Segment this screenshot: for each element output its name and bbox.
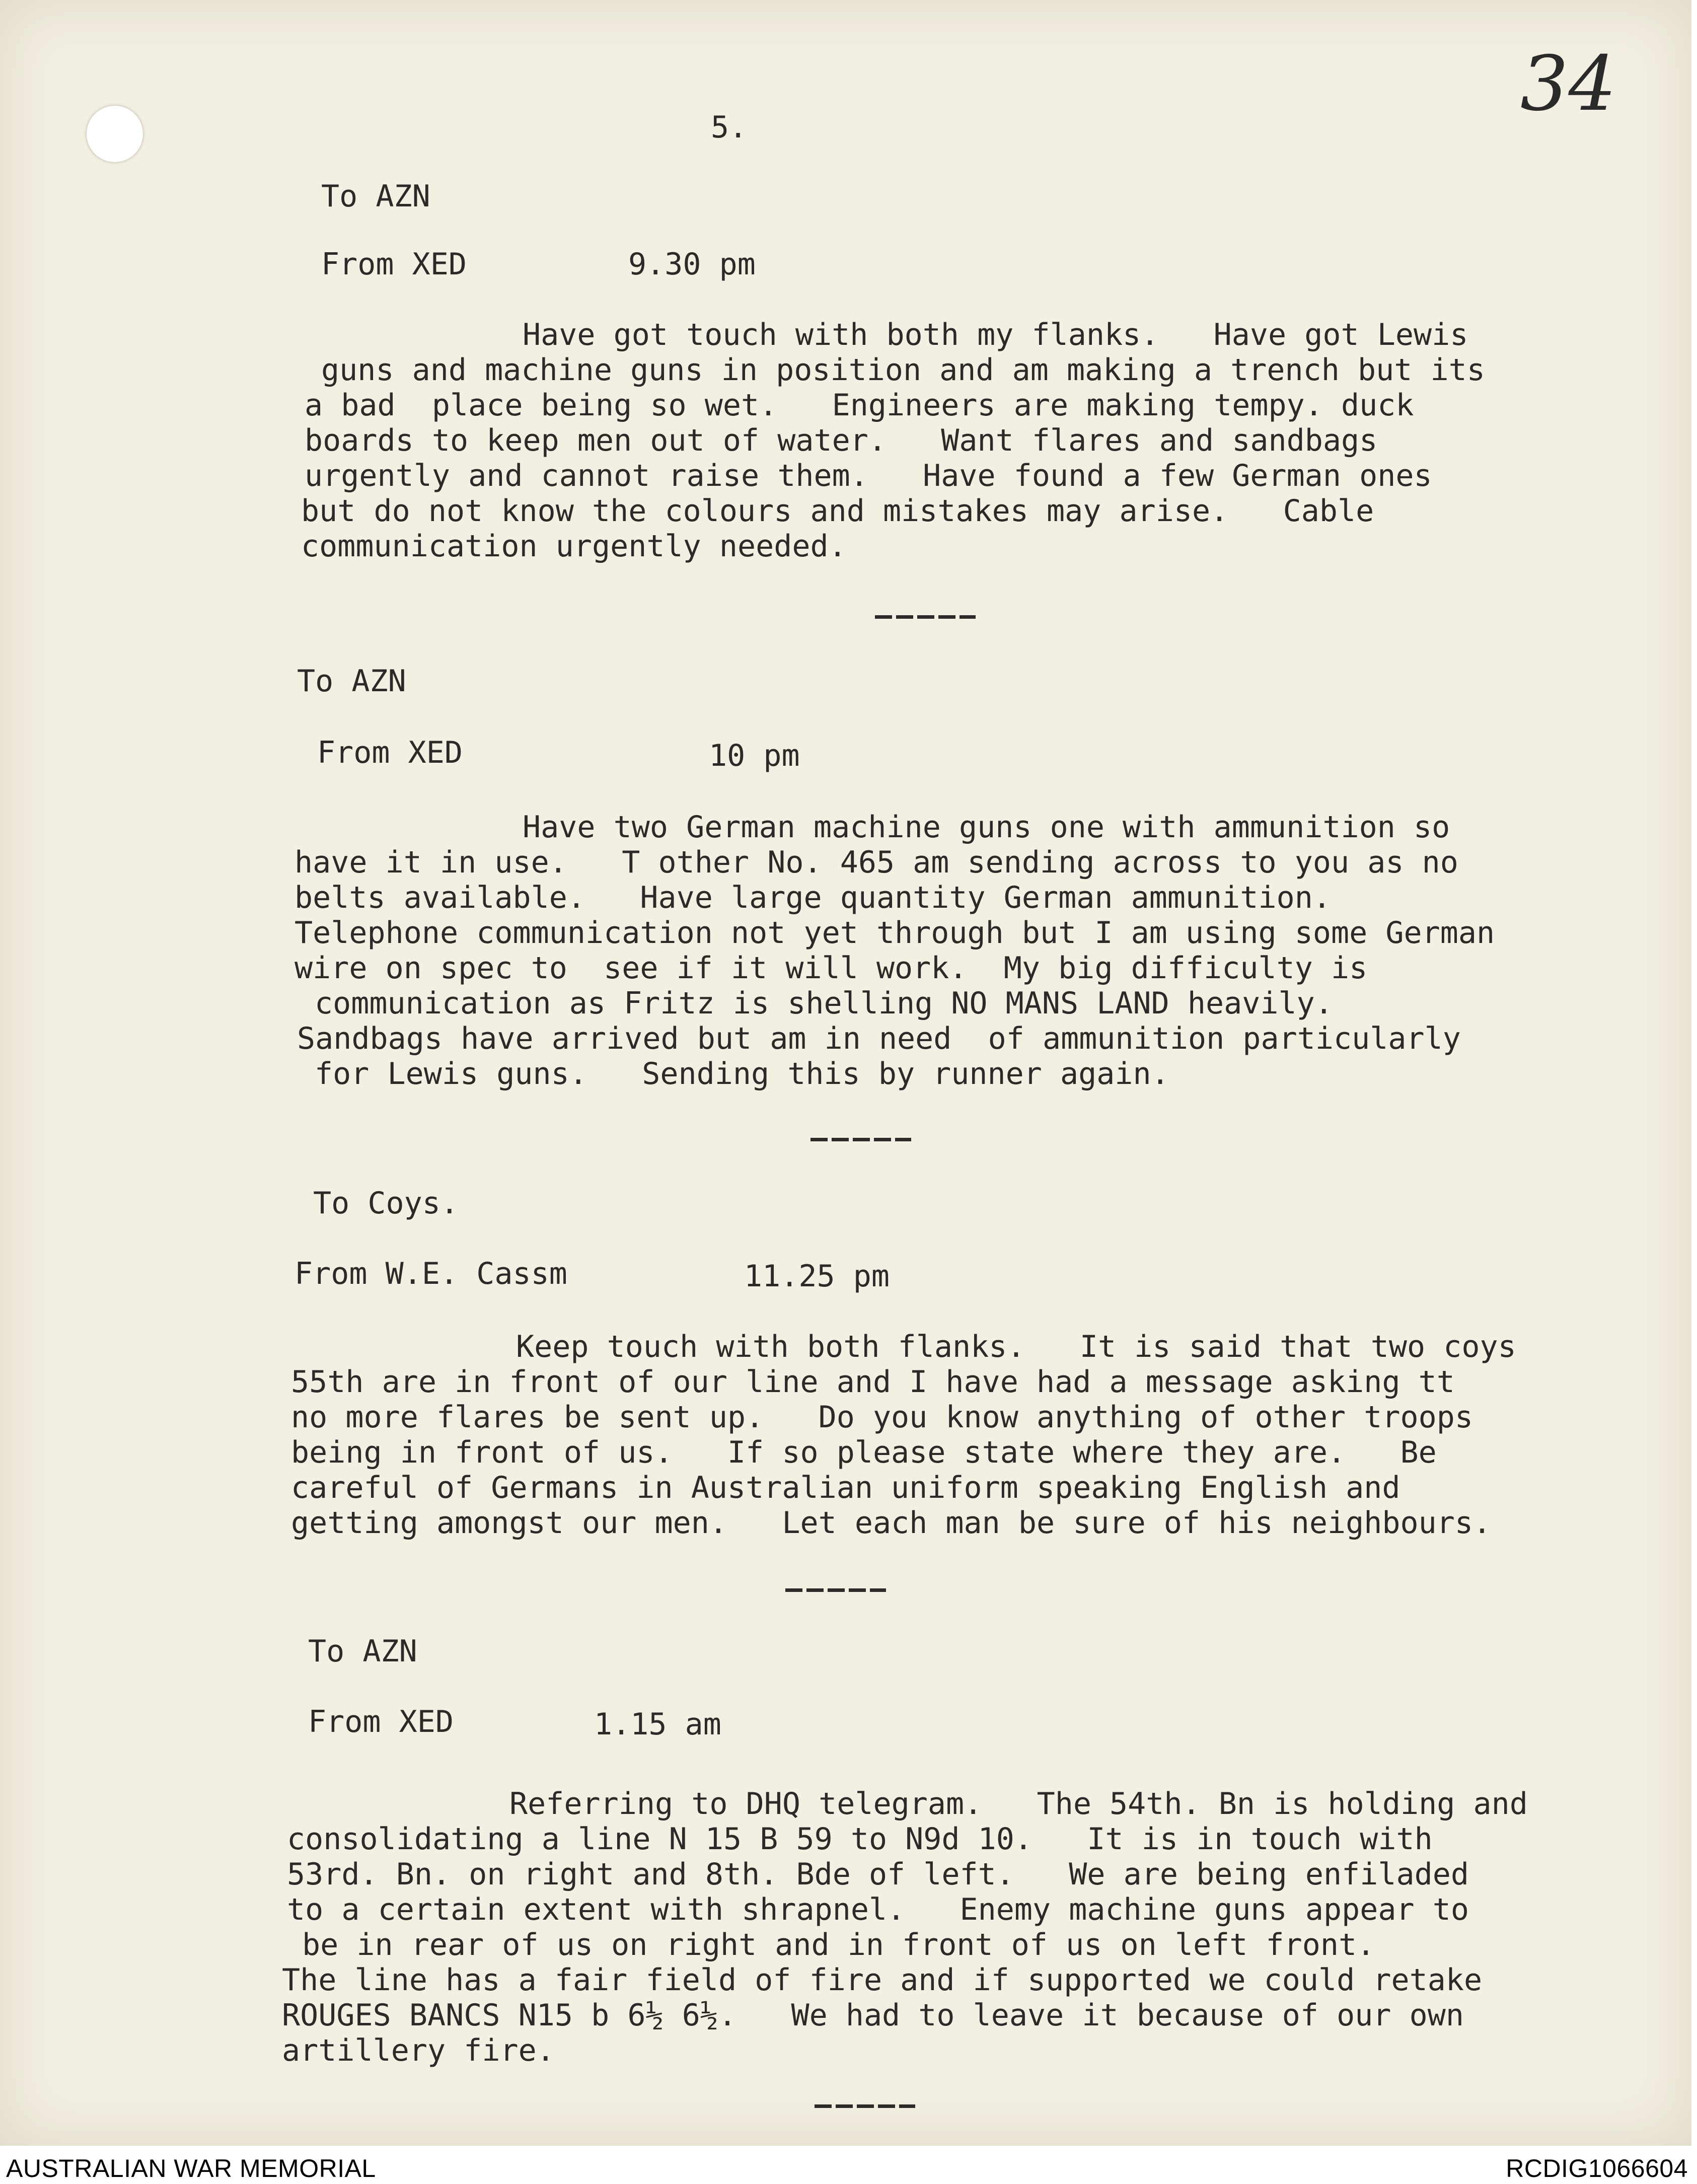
message-1-line: boards to keep men out of water. Want flares and sandbags xyxy=(305,423,1378,458)
message-4-line: be in rear of us on right and in front of us on left front. xyxy=(302,1927,1375,1962)
message-3-line: 55th are in front of our line and I have had a message asking tt xyxy=(291,1364,1455,1400)
message-2-line: Have two German machine guns one with ammunition so xyxy=(523,810,1450,845)
archive-credit: AUSTRALIAN WAR MEMORIAL xyxy=(6,2154,376,2182)
message-2-line: Sandbags have arrived but am in need of ammunition particularly xyxy=(297,1021,1461,1056)
message-2-from: From XED xyxy=(317,735,463,770)
message-3-line: careful of Germans in Australian uniform speaking English and xyxy=(291,1470,1400,1505)
message-3-to: To Coys. xyxy=(313,1186,459,1221)
message-4-line: ROUGES BANCS N15 b 6½ 6½. We had to leave it because of our own xyxy=(282,1998,1464,2033)
message-3-line: getting amongst our men. Let each man be sure of his neighbours. xyxy=(291,1505,1492,1541)
message-1-from: From XED xyxy=(321,247,467,282)
message-separator xyxy=(875,615,976,619)
folio-number: 34 xyxy=(1520,40,1616,128)
message-2-line: wire on spec to see if it will work. My big difficulty is xyxy=(294,951,1368,986)
message-4-to: To AZN xyxy=(308,1634,417,1669)
message-1-line: but do not know the colours and mistakes may arise. Cable xyxy=(301,493,1374,529)
message-4-line: consolidating a line N 15 B 59 to N9d 10. It is in touch with xyxy=(287,1822,1433,1857)
message-4-time: 1.15 am xyxy=(594,1707,721,1742)
message-separator xyxy=(785,1588,886,1592)
message-2-to: To AZN xyxy=(297,664,406,699)
message-2-line: Telephone communication not yet through but I am using some German xyxy=(294,915,1495,951)
message-4-line: 53rd. Bn. on right and 8th. Bde of left. We are being enfiladed xyxy=(287,1857,1469,1892)
punch-hole xyxy=(87,106,143,162)
message-2-line: for Lewis guns. Sending this by runner again. xyxy=(315,1056,1169,1091)
message-2-line: belts available. Have large quantity German ammunition. xyxy=(294,880,1332,915)
message-1-line: urgently and cannot raise them. Have found a few German ones xyxy=(305,458,1432,493)
message-1-line: guns and machine guns in position and am making a trench but its xyxy=(321,352,1485,388)
archive-reference: RCDIG1066604 xyxy=(1506,2154,1688,2182)
message-1-line: Have got touch with both my flanks. Have got Lewis xyxy=(523,317,1468,352)
message-1-time: 9.30 pm xyxy=(628,247,756,282)
message-separator xyxy=(810,1138,911,1141)
message-3-line: being in front of us. If so please state where they are. Be xyxy=(291,1435,1437,1470)
message-2-time: 10 pm xyxy=(709,738,800,773)
message-3-from: From W.E. Cassm xyxy=(294,1256,567,1291)
message-1-to: To AZN xyxy=(321,179,430,214)
message-4-line: artillery fire. xyxy=(282,2033,555,2068)
message-4-from: From XED xyxy=(308,1704,454,1739)
message-3-line: Keep touch with both flanks. It is said that two coys xyxy=(516,1329,1516,1364)
message-4-line: to a certain extent with shrapnel. Enemy machine guns appear to xyxy=(287,1892,1469,1927)
message-2-line: have it in use. T other No. 465 am sending across to you as no xyxy=(294,845,1458,880)
message-2-line: communication as Fritz is shelling NO MANS LAND heavily. xyxy=(315,986,1333,1021)
message-4-line: The line has a fair field of fire and if supported we could retake xyxy=(282,1962,1483,1998)
message-separator xyxy=(815,2104,915,2108)
message-4-line: Referring to DHQ telegram. The 54th. Bn is holding and xyxy=(509,1786,1528,1822)
page-number: 5. xyxy=(711,110,748,145)
message-1-line: communication urgently needed. xyxy=(301,529,847,564)
message-3-line: no more flares be sent up. Do you know anything of other troops xyxy=(291,1400,1473,1435)
message-1-line: a bad place being so wet. Engineers are making tempy. duck xyxy=(305,388,1414,423)
message-3-time: 11.25 pm xyxy=(744,1259,890,1294)
